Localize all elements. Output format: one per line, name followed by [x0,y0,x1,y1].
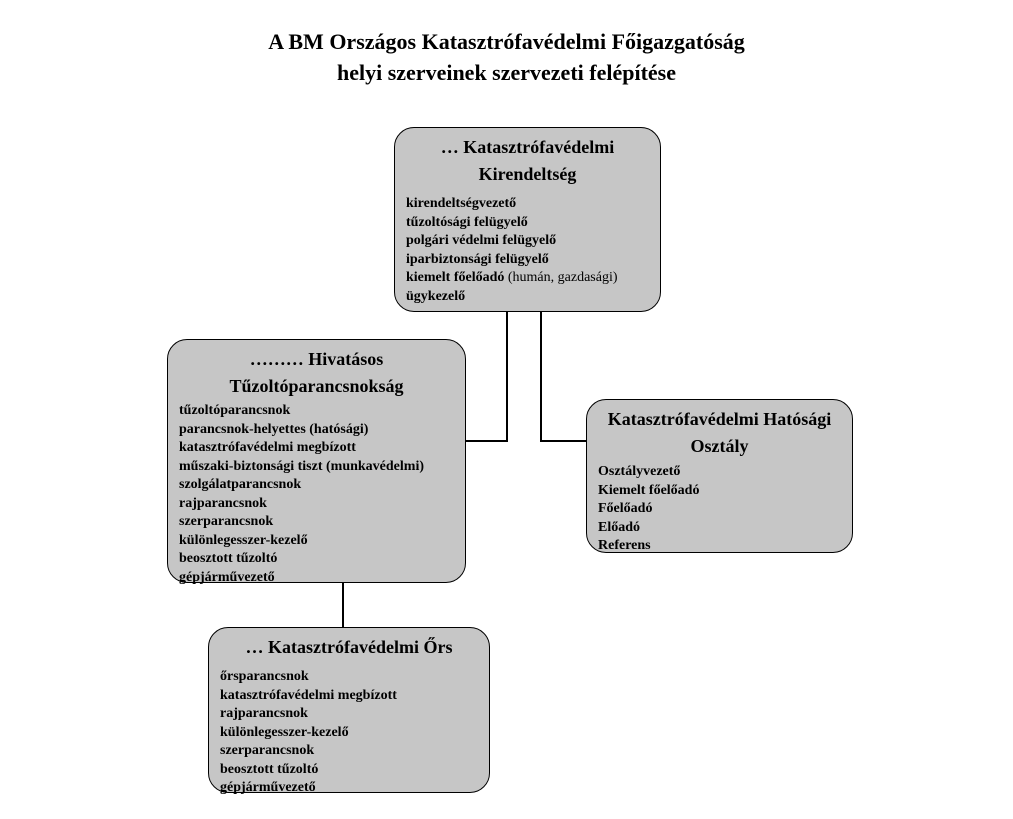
org-item: beosztott tűzoltó [179,551,278,566]
connector-parancsnoksag-to-ors-vertical [342,582,344,628]
org-item: szerparancsnok [220,743,315,758]
org-item: ügykezelő [406,288,466,304]
org-item: szerparancsnok [179,514,274,529]
org-item: beosztott tűzoltó [220,761,319,777]
org-item: Főelőadó [598,501,653,516]
org-item: kirendeltségvezető [406,196,517,211]
org-box-ors-title: … Katasztrófavédelmi Őrs [245,637,453,657]
org-item: kiemelt főelőadó (humán, gazdasági) [406,270,618,285]
org-item: parancsnok-helyettes (hatósági) [179,421,369,437]
org-item: katasztrófavédelmi megbízott [179,440,356,455]
connector-kirendeltseg-to-hatosagi-vertical [540,311,542,442]
org-box-tuzoltoparancsnoksag-items [168,402,465,587]
org-item: Osztályvezető [598,464,681,479]
org-item: Előadó [598,519,641,535]
org-box-tuzoltoparancsnoksag-title: ……… Hivatásos Tűzoltóparancsnokság [229,349,404,396]
org-item: Referens [598,538,651,553]
org-item: különlegesszer-kezelő [220,724,349,740]
org-item: polgári védelmi felügyelő [406,233,557,248]
org-box-hatosagi-osztaly [586,399,853,553]
org-item: tűzoltóparancsnok [179,403,291,418]
page-title-line1: A BM Országos Katasztrófavédelmi Főigazgatóság [268,29,745,54]
org-box-hatosagi-osztaly-items [587,463,852,556]
org-box-ors [208,627,490,793]
org-item: őrsparancsnok [220,669,309,684]
org-box-kirendeltseg-title: … Katasztrófavédelmi Kirendeltség [440,137,615,184]
org-item: műszaki-biztonsági tiszt (munkavédelmi) [179,458,424,474]
org-item: szolgálatparancsnok [179,477,302,492]
org-box-kirendeltseg-items [395,195,660,306]
org-box-ors-items [209,668,489,798]
org-item: gépjárművezető [179,569,275,585]
org-item: tűzoltósági felügyelő [406,214,528,230]
org-box-tuzoltoparancsnoksag [167,339,466,583]
org-item: különlegesszer-kezelő [179,532,308,548]
connector-kirendeltseg-to-parancsnoksag-vertical [506,311,508,442]
org-item: Kiemelt főelőadó [598,482,700,498]
org-item: rajparancsnok [179,495,267,511]
org-item: gépjárművezető [220,780,316,795]
org-box-kirendeltseg [394,127,661,312]
connector-kirendeltseg-to-parancsnoksag-horizontal [466,440,508,442]
org-item: rajparancsnok [220,706,308,721]
org-item: katasztrófavédelmi megbízott [220,687,397,703]
org-box-hatosagi-osztaly-title: Katasztrófavédelmi Hatósági Osztály [607,409,832,456]
connector-kirendeltseg-to-hatosagi-horizontal [540,440,587,442]
page-title-line2: helyi szerveinek szervezeti felépítése [336,60,676,85]
page-title [0,26,1013,88]
org-item: iparbiztonsági felügyelő [406,251,549,267]
